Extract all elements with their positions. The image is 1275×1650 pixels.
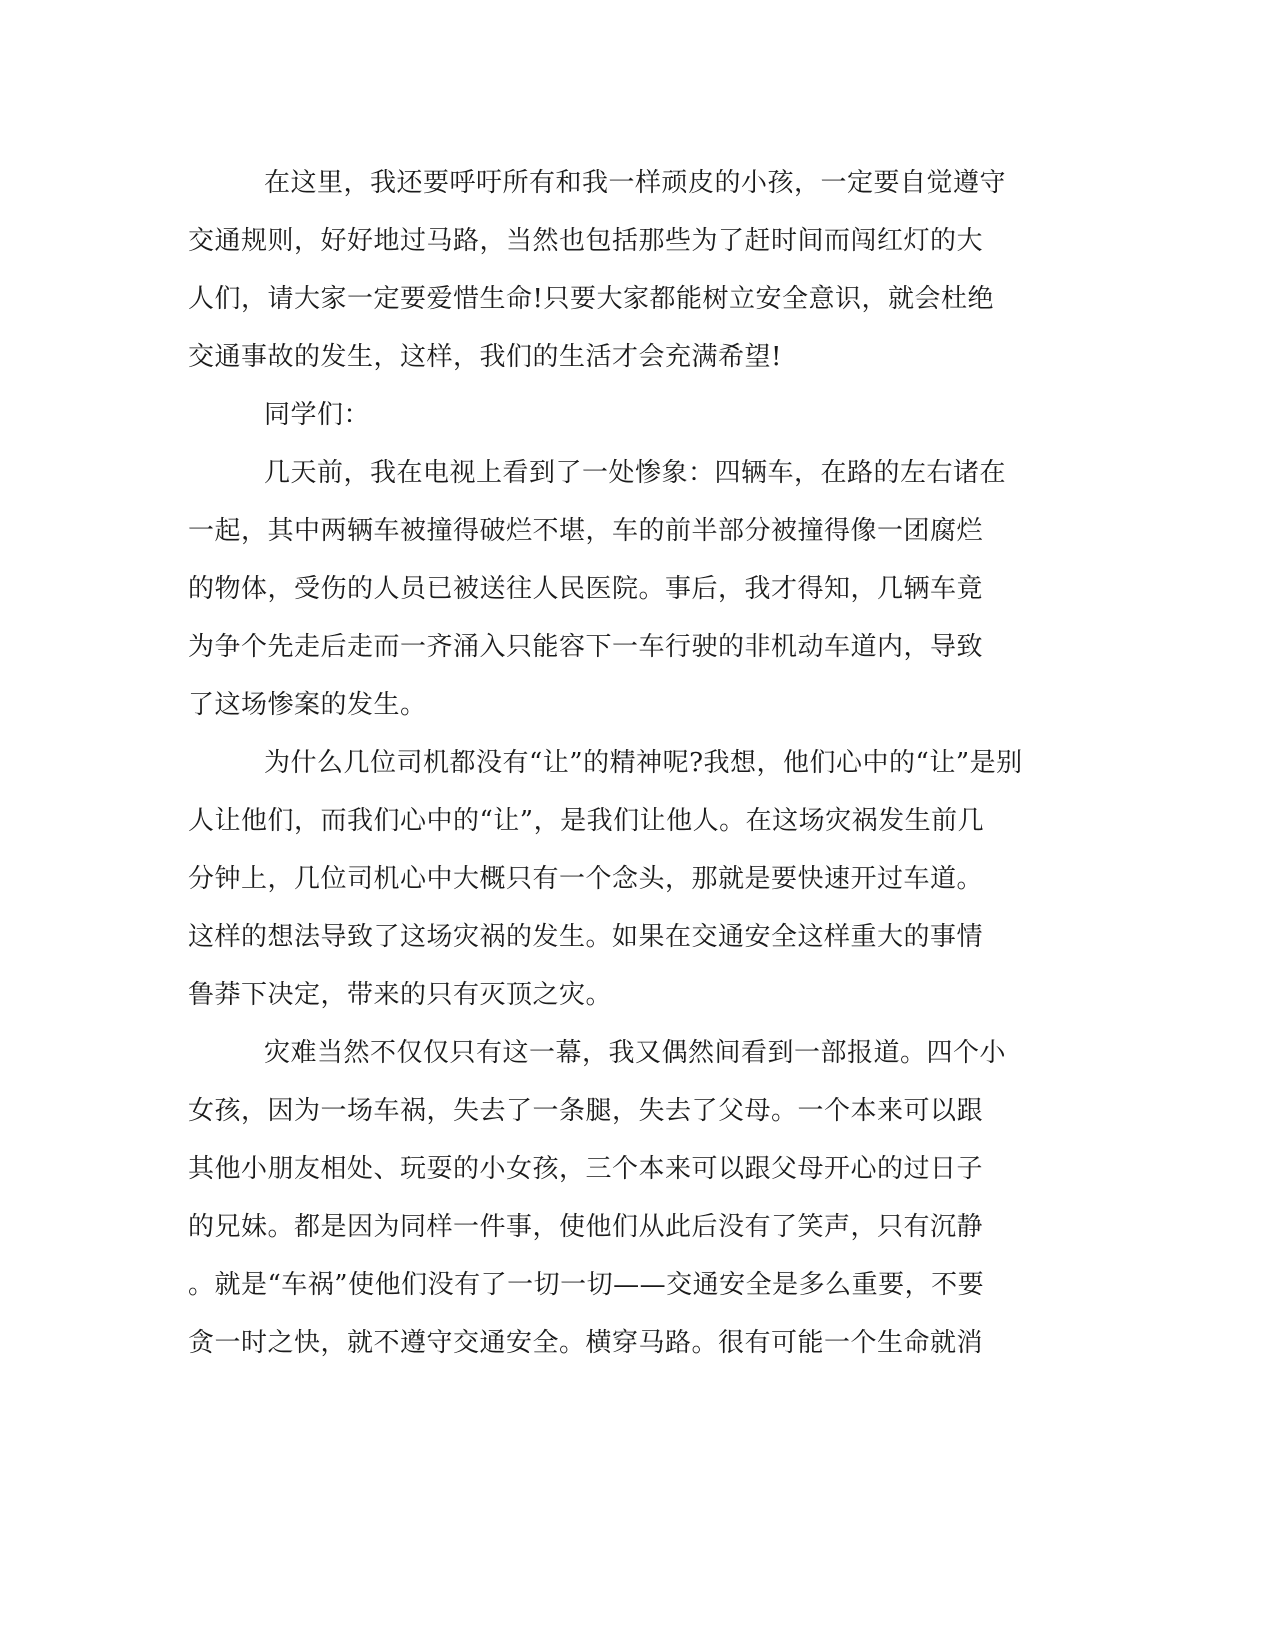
text-line: 了这场惨案的发生。 bbox=[188, 690, 427, 720]
text-line: 其他小朋友相处、玩耍的小女孩，三个本来可以跟父母开心的过日子 bbox=[188, 1154, 984, 1184]
text-line: 人们，请大家一定要爱惜生命!只要大家都能树立安全意识，就会杜绝 bbox=[188, 284, 994, 314]
text-line: 人让他们，而我们心中的“让”，是我们让他人。在这场灾祸发生前几 bbox=[188, 806, 985, 836]
text-line: 交通规则，好好地过马路，当然也包括那些为了赶时间而闯红灯的大 bbox=[188, 226, 984, 256]
text-line: 为什么几位司机都没有“让”的精神呢?我想，他们心中的“让”是别 bbox=[264, 748, 1023, 778]
text-line: 女孩，因为一场车祸，失去了一条腿，失去了父母。一个本来可以跟 bbox=[188, 1096, 984, 1126]
text-line: 这样的想法导致了这场灾祸的发生。如果在交通安全这样重大的事情 bbox=[188, 922, 984, 952]
text-line: 。就是“车祸”使他们没有了一切一切——交通安全是多么重要，不要 bbox=[188, 1270, 985, 1300]
text-line: 在这里，我还要呼吁所有和我一样顽皮的小孩，一定要自觉遵守 bbox=[264, 168, 1007, 198]
text-line: 的物体，受伤的人员已被送往人民医院。事后，我才得知，几辆车竟 bbox=[188, 574, 984, 604]
text-line: 鲁莽下决定，带来的只有灭顶之灾。 bbox=[188, 980, 613, 1010]
text-line: 分钟上，几位司机心中大概只有一个念头，那就是要快速开过车道。 bbox=[188, 864, 984, 894]
text-line: 几天前，我在电视上看到了一处惨象：四辆车，在路的左右诸在 bbox=[264, 458, 1007, 488]
text-line: 同学们： bbox=[264, 400, 371, 430]
text-line: 交通事故的发生，这样，我们的生活才会充满希望! bbox=[188, 342, 782, 372]
text-line: 灾难当然不仅仅只有这一幕，我又偶然间看到一部报道。四个小 bbox=[264, 1038, 1007, 1068]
text-line: 为争个先走后走而一齐涌入只能容下一车行驶的非机动车道内，导致 bbox=[188, 632, 984, 662]
text-line: 贪一时之快，就不遵守交通安全。横穿马路。很有可能一个生命就消 bbox=[188, 1328, 984, 1358]
text-line: 的兄妹。都是因为同样一件事，使他们从此后没有了笑声，只有沉静 bbox=[188, 1212, 984, 1242]
text-line: 一起，其中两辆车被撞得破烂不堪，车的前半部分被撞得像一团腐烂 bbox=[188, 516, 984, 546]
